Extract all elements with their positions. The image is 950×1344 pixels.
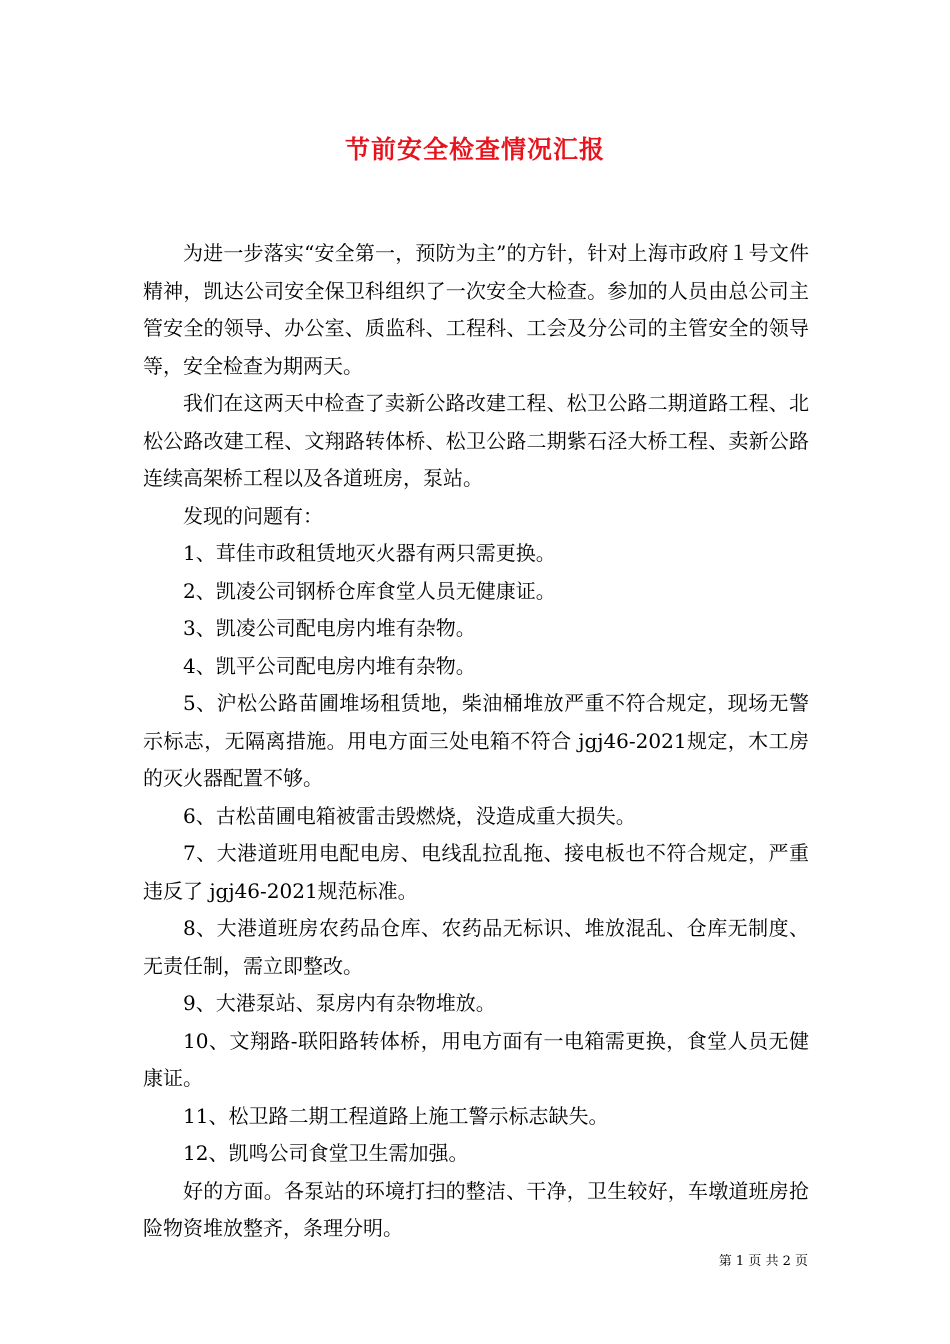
issue-item-3: 3、凯凌公司配电房内堆有杂物。 (183, 616, 476, 640)
issue-item-10: 10、文翔路-联阳路转体桥，用电方面有一电箱需更换，食堂人员无健康证。 (143, 1028, 809, 1090)
document-body (143, 235, 809, 1248)
issue-item-6: 6、古松苗圃电箱被雷击毁燃烧，没造成重大损失。 (183, 803, 636, 828)
issue-item-2: 2、凯凌公司钢桥仓库食堂人员无健康证。 (183, 578, 556, 603)
paragraph-issues-heading: 发现的问题有： (183, 503, 323, 528)
issue-item-7: 7、大港道班用电配电房、电线乱拉乱拖、接电板也不符合规定，严重违反了 jgj46-2021规范标准。 (143, 841, 809, 903)
issue-item-4: 4、凯平公司配电房内堆有杂物。 (183, 653, 476, 678)
issue-item-5: 5、沪松公路苗圃堆场租赁地，柴油桶堆放严重不符合规定，现场无警示标志，无隔离措施。用电方面三处电箱不符合 jgj46-2021规定，木工房的灭火器配置不够。 (143, 691, 809, 790)
issue-item-12: 12、凯鸣公司食堂卫生需加强。 (183, 1141, 469, 1165)
page-number-footer: 第 1 页 共 2 页 (718, 1254, 808, 1269)
issue-item-9: 9、大港泵站、泵房内有杂物堆放。 (183, 991, 496, 1015)
paragraph-scope: 我们在这两天中检查了卖新公路改建工程、松卫公路二期道路工程、北松公路改建工程、文翔路转体桥、松卫公路二期紫石泾大桥工程、卖新公路连续高架桥工程以及各道班房，泵站。 (143, 391, 809, 490)
paragraph-intro: 为进一步落实“安全第一，预防为主”的方针，针对上海市政府１号文件精神，凯达公司安全保卫科组织了一次安全大检查。参加的人员由总公司主管安全的领导、办公室、质监科、工程科、工会及分公司的主管安全的领导等，安全检查为期两天。 (143, 241, 809, 378)
issue-item-8: 8、大港道班房农药品仓库、农药品无标识、堆放混乱、仓库无制度、无责任制，需立即整改。 (143, 916, 809, 978)
document-title: 节前安全检查情况汇报 (344, 135, 605, 164)
issue-item-11: 11、松卫路二期工程道路上施工警示标志缺失。 (183, 1103, 609, 1128)
paragraph-positive: 好的方面。各泵站的环境打扫的整洁、干净，卫生较好，车墩道班房抢险物资堆放整齐，条理分明。 (143, 1178, 809, 1240)
issue-item-1: 1、茸佳市政租赁地灭火器有两只需更换。 (183, 541, 556, 565)
